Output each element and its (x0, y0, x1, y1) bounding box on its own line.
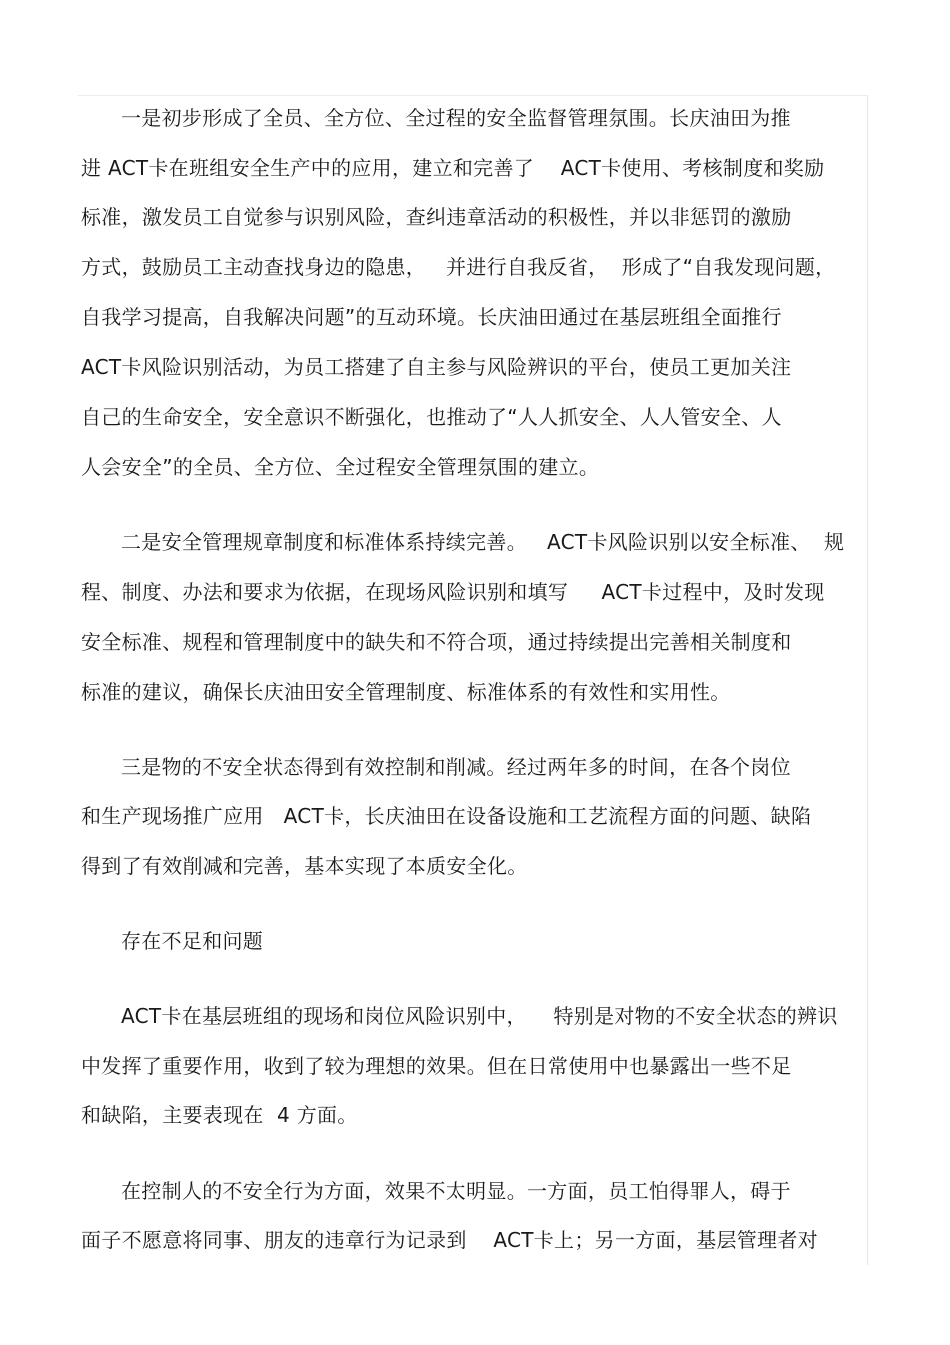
heading-text: 存在不足和问题 (121, 929, 264, 953)
paragraph-line: ACT卡在基层班组的现场和岗位风险识别中， 特别是对物的不安全状态的辨识 (121, 1004, 838, 1028)
paragraph-line: 程、制度、办法和要求为依据，在现场风险识别和填写 ACT卡过程中，及时发现 (81, 580, 825, 604)
paragraph-line: 和生产现场推广应用 ACT卡，长庆油田在设备设施和工艺流程方面的问题、缺陷 (81, 804, 812, 828)
paragraph-line: 三是物的不安全状态得到有效控制和削减。经过两年多的时间，在各个岗位 (121, 755, 791, 779)
paragraph-line: 方式，鼓励员工主动查找身边的隐患， 并进行自我反省， 形成了“自我发现问题， (81, 255, 836, 279)
paragraph-line: 一是初步形成了全员、全方位、全过程的安全监督管理氛围。长庆油田为推 (121, 106, 791, 130)
paragraph-line: 标准的建议，确保长庆油田安全管理制度、标准体系的有效性和实用性。 (81, 680, 731, 704)
paragraph-line: 二是安全管理规章制度和标准体系持续完善。 ACT卡风险识别以安全标准、 规 (121, 530, 845, 554)
paragraph-line: 在控制人的不安全行为方面，效果不太明显。一方面，员工怕得罪人，碍于 (121, 1179, 791, 1203)
paragraph-line: 面子不愿意将同事、朋友的违章行为记录到 ACT卡上；另一方面，基层管理者对 (81, 1228, 818, 1252)
paragraph-line: 中发挥了重要作用，收到了较为理想的效果。但在日常使用中也暴露出一些不足 (81, 1054, 792, 1078)
paragraph-line: 人会安全”的全员、全方位、全过程安全管理氛围的建立。 (81, 455, 600, 479)
paragraph-line: 和缺陷，主要表现在 4 方面。 (81, 1103, 358, 1127)
paragraph-line: 进 ACT卡在班组安全生产中的应用，建立和完善了 ACT卡使用、考核制度和奖励 (81, 156, 825, 180)
paragraph-line: 得到了有效削减和完善，基本实现了本质安全化。 (81, 854, 528, 878)
paragraph-line: 标准，激发员工自觉参与识别风险，查纠违章活动的积极性，并以非惩罚的激励 (81, 205, 792, 229)
paragraph-line: 安全标准、规程和管理制度中的缺失和不符合项，通过持续提出完善相关制度和 (81, 630, 792, 654)
paragraph-line: 自己的生命安全，安全意识不断强化，也推动了“人人抓安全、人人管安全、人 (81, 405, 782, 429)
paragraph-line: ACT卡风险识别活动，为员工搭建了自主参与风险辨识的平台，使员工更加关注 (81, 355, 792, 379)
paragraph-line: 自我学习提高，自我解决问题”的互动环境。长庆油田通过在基层班组全面推行 (81, 305, 782, 329)
